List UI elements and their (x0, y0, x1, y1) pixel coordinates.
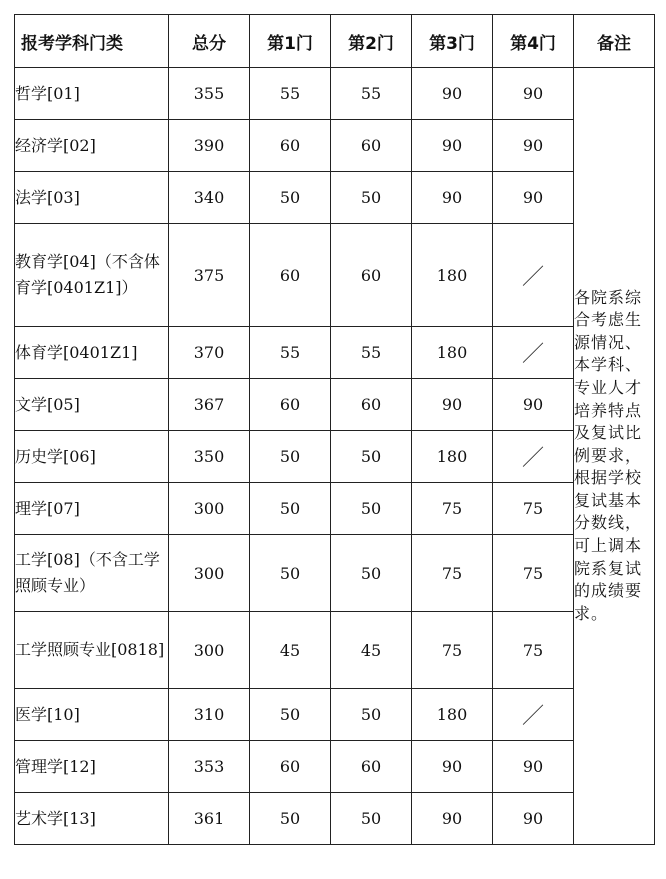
score-2-cell: 50 (331, 431, 412, 483)
score-3-cell: 75 (412, 535, 493, 612)
score-1-cell: 60 (250, 741, 331, 793)
score-3-cell: 180 (412, 327, 493, 379)
total-score-cell: 300 (169, 535, 250, 612)
total-score-cell: 367 (169, 379, 250, 431)
score-3-cell: 90 (412, 793, 493, 845)
score-4-cell: ／ (493, 224, 574, 327)
score-4-cell: 90 (493, 172, 574, 224)
score-4-cell: ／ (493, 431, 574, 483)
score-4-cell: 90 (493, 379, 574, 431)
score-4-cell: 90 (493, 793, 574, 845)
subject-cell: 理学[07] (15, 483, 169, 535)
total-score-cell: 375 (169, 224, 250, 327)
table-row (15, 379, 655, 431)
table-row (15, 612, 655, 689)
score-3-cell: 90 (412, 172, 493, 224)
subject-cell: 教育学[04]（不含体育学[0401Z1]） (15, 224, 169, 327)
score-4-cell: 75 (493, 535, 574, 612)
score-4-cell: ／ (493, 689, 574, 741)
table-row (15, 483, 655, 535)
score-1-cell: 50 (250, 172, 331, 224)
score-1-cell: 60 (250, 224, 331, 327)
score-3-cell: 180 (412, 431, 493, 483)
header-subject: 报考学科门类 (15, 15, 169, 68)
score-1-cell: 55 (250, 68, 331, 120)
total-score-cell: 361 (169, 793, 250, 845)
score-2-cell: 55 (331, 68, 412, 120)
subject-cell: 法学[03] (15, 172, 169, 224)
table-row (15, 793, 655, 845)
subject-cell: 艺术学[13] (15, 793, 169, 845)
total-score-cell: 340 (169, 172, 250, 224)
score-2-cell: 60 (331, 224, 412, 327)
table-row (15, 741, 655, 793)
score-4-cell: 90 (493, 68, 574, 120)
subject-cell: 管理学[12] (15, 741, 169, 793)
subject-cell: 工学照顾专业[0818] (15, 612, 169, 689)
score-3-cell: 90 (412, 120, 493, 172)
score-1-cell: 55 (250, 327, 331, 379)
table-row (15, 224, 655, 327)
header-note: 备注 (574, 15, 655, 68)
score-4-cell: 90 (493, 741, 574, 793)
score-1-cell: 50 (250, 431, 331, 483)
subject-cell: 哲学[01] (15, 68, 169, 120)
header-subject-1: 第1门 (250, 15, 331, 68)
total-score-cell: 353 (169, 741, 250, 793)
score-2-cell: 60 (331, 379, 412, 431)
score-3-cell: 90 (412, 379, 493, 431)
table-row (15, 535, 655, 612)
score-4-cell: ／ (493, 327, 574, 379)
subject-cell: 经济学[02] (15, 120, 169, 172)
table-row (15, 431, 655, 483)
score-2-cell: 60 (331, 741, 412, 793)
score-1-cell: 60 (250, 379, 331, 431)
score-3-cell: 90 (412, 741, 493, 793)
score-1-cell: 50 (250, 793, 331, 845)
score-3-cell: 180 (412, 689, 493, 741)
score-1-cell: 60 (250, 120, 331, 172)
score-4-cell: 90 (493, 120, 574, 172)
score-2-cell: 55 (331, 327, 412, 379)
score-table (14, 14, 655, 845)
score-2-cell: 45 (331, 612, 412, 689)
header-subject-2: 第2门 (331, 15, 412, 68)
score-1-cell: 50 (250, 689, 331, 741)
score-4-cell: 75 (493, 612, 574, 689)
score-3-cell: 180 (412, 224, 493, 327)
score-2-cell: 50 (331, 793, 412, 845)
table-row (15, 327, 655, 379)
score-2-cell: 50 (331, 535, 412, 612)
score-1-cell: 45 (250, 612, 331, 689)
table-row (15, 689, 655, 741)
subject-cell: 文学[05] (15, 379, 169, 431)
subject-cell: 体育学[0401Z1] (15, 327, 169, 379)
score-2-cell: 50 (331, 172, 412, 224)
header-subject-3: 第3门 (412, 15, 493, 68)
header-subject-4: 第4门 (493, 15, 574, 68)
score-4-cell: 75 (493, 483, 574, 535)
score-2-cell: 60 (331, 120, 412, 172)
note-cell: 各院系综合考虑生源情况、本学科、专业人才培养特点及复试比例要求，根据学校复试基本分数线，可上调本院系复试的成绩要求。 (574, 68, 655, 845)
total-score-cell: 300 (169, 612, 250, 689)
score-3-cell: 75 (412, 483, 493, 535)
total-score-cell: 310 (169, 689, 250, 741)
score-3-cell: 90 (412, 68, 493, 120)
total-score-cell: 350 (169, 431, 250, 483)
header-total: 总分 (169, 15, 250, 68)
header-row (15, 15, 655, 68)
total-score-cell: 300 (169, 483, 250, 535)
score-1-cell: 50 (250, 535, 331, 612)
score-2-cell: 50 (331, 483, 412, 535)
score-2-cell: 50 (331, 689, 412, 741)
subject-cell: 工学[08]（不含工学照顾专业） (15, 535, 169, 612)
table-row (15, 68, 655, 120)
table-row (15, 120, 655, 172)
total-score-cell: 355 (169, 68, 250, 120)
score-1-cell: 50 (250, 483, 331, 535)
table-row (15, 172, 655, 224)
total-score-cell: 390 (169, 120, 250, 172)
subject-cell: 医学[10] (15, 689, 169, 741)
total-score-cell: 370 (169, 327, 250, 379)
score-3-cell: 75 (412, 612, 493, 689)
subject-cell: 历史学[06] (15, 431, 169, 483)
